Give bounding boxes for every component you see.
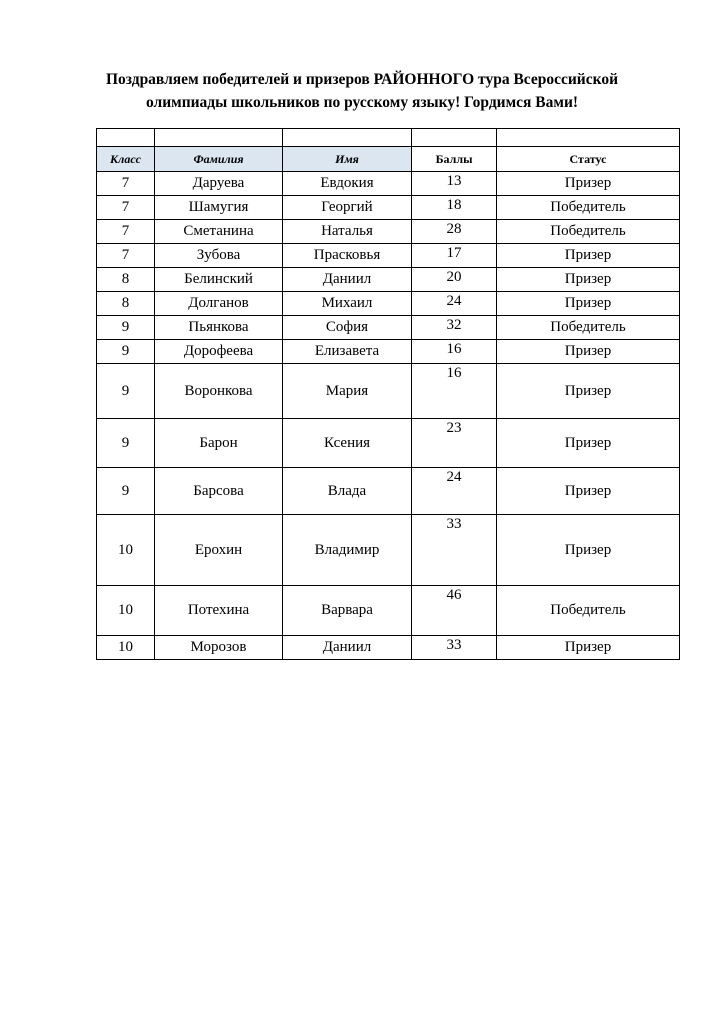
blank-cell [97,129,155,147]
cell-status: Призер [497,172,680,196]
cell-status: Призер [497,364,680,419]
table-body [97,172,680,660]
cell-name: Ксения [283,419,412,468]
blank-cell [412,129,497,147]
cell-status: Победитель [497,316,680,340]
cell-status: Призер [497,636,680,660]
table-row [97,292,680,316]
cell-class: 9 [97,316,155,340]
cell-score: 33 [412,636,497,660]
cell-surname: Барон [155,419,283,468]
cell-surname: Шамугия [155,196,283,220]
cell-name: Даниил [283,636,412,660]
cell-name: Влада [283,468,412,515]
cell-surname: Барсова [155,468,283,515]
cell-class: 7 [97,244,155,268]
cell-class: 7 [97,172,155,196]
cell-name: Мария [283,364,412,419]
cell-name: Наталья [283,220,412,244]
cell-class: 9 [97,340,155,364]
cell-class: 9 [97,468,155,515]
cell-name: Прасковья [283,244,412,268]
cell-class: 7 [97,220,155,244]
cell-status: Победитель [497,586,680,636]
cell-class: 7 [97,196,155,220]
blank-cell [155,129,283,147]
cell-name: София [283,316,412,340]
cell-surname: Зубова [155,244,283,268]
blank-cell [283,129,412,147]
cell-score: 16 [412,364,497,419]
blank-row [97,129,680,147]
cell-surname: Пьянкова [155,316,283,340]
cell-class: 8 [97,268,155,292]
cell-class: 9 [97,364,155,419]
cell-name: Даниил [283,268,412,292]
title-line-1: Поздравляем победителей и призеров РАЙОННОГО тура Всероссийской [105,71,619,88]
table-row [97,419,680,468]
table-header-row [97,147,680,172]
cell-surname: Дорофеева [155,340,283,364]
cell-class: 10 [97,636,155,660]
cell-status: Призер [497,340,680,364]
cell-score: 32 [412,316,497,340]
cell-surname: Ерохин [155,515,283,586]
blank-cell [497,129,680,147]
header-surname: Фамилия [155,147,283,172]
cell-name: Варвара [283,586,412,636]
cell-score: 46 [412,586,497,636]
title-line-2: олимпиады школьников по русскому языку! Гордимся Вами! [145,94,579,111]
table-row [97,316,680,340]
table-row [97,364,680,419]
cell-score: 23 [412,419,497,468]
cell-class: 8 [97,292,155,316]
cell-surname: Потехина [155,586,283,636]
results-table [96,128,680,660]
table-row [97,515,680,586]
table-row [97,244,680,268]
header-score: Баллы [412,147,497,172]
table-row [97,196,680,220]
table-row [97,172,680,196]
header-status: Статус [497,147,680,172]
cell-score: 28 [412,220,497,244]
cell-score: 24 [412,292,497,316]
cell-surname: Воронкова [155,364,283,419]
cell-score: 17 [412,244,497,268]
cell-name: Евдокия [283,172,412,196]
cell-score: 24 [412,468,497,515]
cell-score: 20 [412,268,497,292]
cell-name: Георгий [283,196,412,220]
cell-status: Призер [497,292,680,316]
cell-name: Михаил [283,292,412,316]
cell-class: 10 [97,586,155,636]
cell-surname: Белинский [155,268,283,292]
cell-status: Призер [497,515,680,586]
cell-status: Призер [497,268,680,292]
cell-score: 33 [412,515,497,586]
cell-surname: Сметанина [155,220,283,244]
cell-status: Призер [497,419,680,468]
cell-status: Победитель [497,220,680,244]
cell-name: Владимир [283,515,412,586]
table-row [97,468,680,515]
table-row [97,586,680,636]
cell-score: 16 [412,340,497,364]
page-title [60,68,664,114]
cell-class: 9 [97,419,155,468]
header-name: Имя [283,147,412,172]
cell-surname: Морозов [155,636,283,660]
cell-class: 10 [97,515,155,586]
table-row [97,636,680,660]
cell-surname: Долганов [155,292,283,316]
table-row [97,268,680,292]
cell-status: Призер [497,468,680,515]
cell-status: Победитель [497,196,680,220]
table-row [97,220,680,244]
cell-status: Призер [497,244,680,268]
header-class: Класс [97,147,155,172]
table-row [97,340,680,364]
cell-surname: Даруева [155,172,283,196]
cell-name: Елизавета [283,340,412,364]
cell-score: 18 [412,196,497,220]
cell-score: 13 [412,172,497,196]
